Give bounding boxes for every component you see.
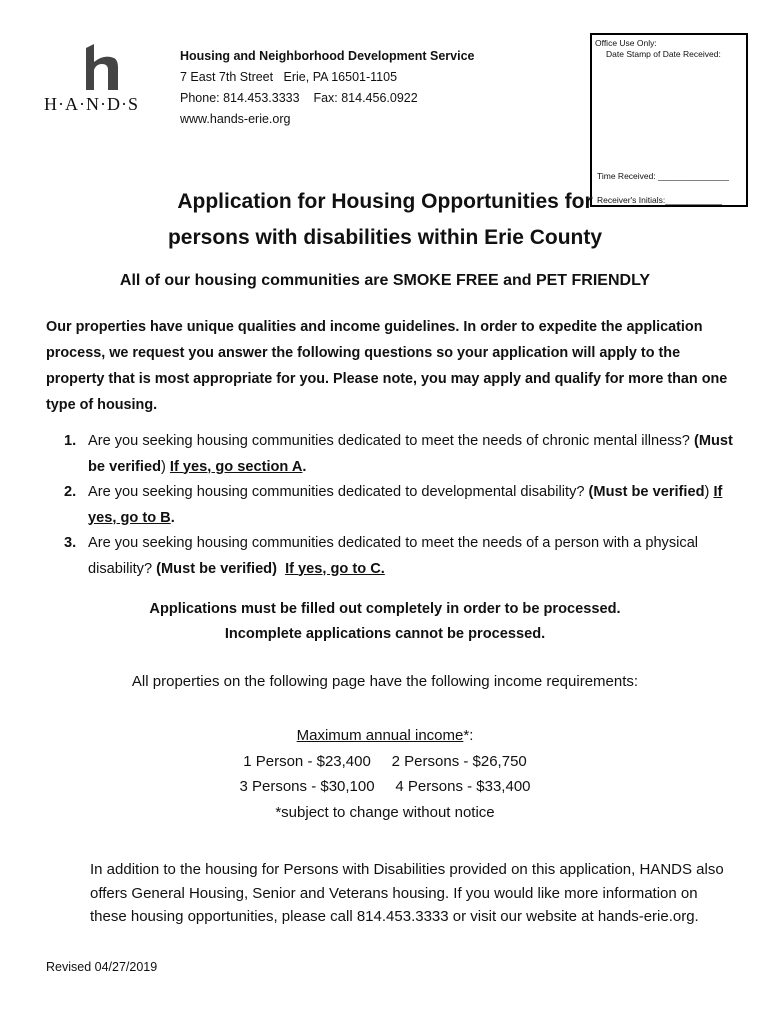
revised-date: Revised 04/27/2019	[46, 960, 158, 974]
notice-line-2: Incomplete applications cannot be processed.	[224, 626, 546, 642]
paren-close: )	[704, 484, 714, 500]
time-received-field[interactable]: Time Received: _______________	[597, 171, 730, 181]
question-number: 2.	[64, 484, 77, 500]
income-heading-text: Maximum annual income	[296, 727, 464, 744]
question-number: 1.	[64, 433, 77, 449]
title-line-2: persons with disabilities within Erie County	[167, 226, 603, 249]
question-text: Are you seeking housing communities dedicated to meet the needs of a person with a physical disability?	[88, 535, 699, 577]
office-use-label: Office Use Only:	[595, 38, 657, 48]
org-website[interactable]: www.hands-erie.org	[180, 112, 291, 126]
income-row-2: 3 Persons - $30,100 4 Persons - $33,400	[239, 778, 531, 795]
go-section-link: If yes, go section A	[169, 458, 303, 475]
question-text: Are you seeking housing communities dedicated to developmental disability?	[88, 484, 589, 500]
period: .	[302, 458, 307, 475]
notice-line-1: Applications must be filled out completely in order to be processed.	[149, 601, 621, 617]
hands-logo	[44, 44, 168, 115]
question-text: Are you seeking housing communities dedicated to meet the needs of chronic mental illness?	[88, 433, 694, 449]
office-use-box	[590, 33, 748, 207]
verify-note: (Must be verified)	[156, 560, 277, 577]
income-heading-suffix: *:	[463, 727, 474, 744]
receiver-initials-field[interactable]: Receiver's Initials:____________	[597, 195, 722, 205]
paren-close: )	[161, 458, 170, 475]
income-heading	[0, 723, 770, 749]
properties-note: All properties on the following page have the following income requirements:	[131, 673, 639, 690]
period: .	[170, 509, 175, 526]
verify-note: (Must be verified	[88, 433, 733, 475]
spacer	[277, 561, 285, 577]
verify-note: (Must be verified	[588, 484, 705, 500]
questions-list	[64, 429, 734, 582]
question-item	[64, 480, 734, 531]
income-row-1: 1 Person - $23,400 2 Persons - $26,750	[243, 752, 527, 770]
date-stamp-label: Date Stamp of Date Received:	[606, 49, 721, 59]
go-section-link: If yes, go to C.	[285, 560, 385, 577]
org-phone: Phone: 814.453.3333 Fax: 814.456.0922	[180, 91, 418, 105]
house-h-icon	[84, 44, 124, 92]
go-section-link: If yes, go to B	[88, 484, 723, 526]
org-address: 7 East 7th Street Erie, PA 16501-1105	[180, 70, 398, 84]
question-item	[64, 429, 734, 480]
intro-paragraph: Our properties have unique qualities and income guidelines. In order to expedite the application process, we request you answer the following questions so your application will apply to the property that is most appropriate for you. Please note, you may apply and qualify for more than one type of housing.	[46, 319, 728, 413]
completion-notice	[0, 597, 770, 647]
title-line-1: Application for Housing Opportunities for	[177, 190, 593, 213]
org-name: Housing and Neighborhood Development Service	[180, 49, 475, 63]
org-header	[180, 46, 474, 130]
question-item	[64, 531, 734, 582]
additional-info: In addition to the housing for Persons with Disabilities provided on this application, HANDS also offers General Housing, Senior and Veterans housing. If you would like more information on these housing opportunities, please call 814.453.3333 or visit our website at hands-erie.org.	[90, 861, 724, 925]
subtitle: All of our housing communities are SMOKE FREE and PET FRIENDLY	[119, 272, 651, 289]
logo-text: H·A·N·D·S	[44, 94, 139, 114]
question-number: 3.	[64, 535, 77, 551]
page-title	[130, 184, 640, 256]
income-note: *subject to change without notice	[275, 803, 495, 821]
income-table	[0, 723, 770, 825]
